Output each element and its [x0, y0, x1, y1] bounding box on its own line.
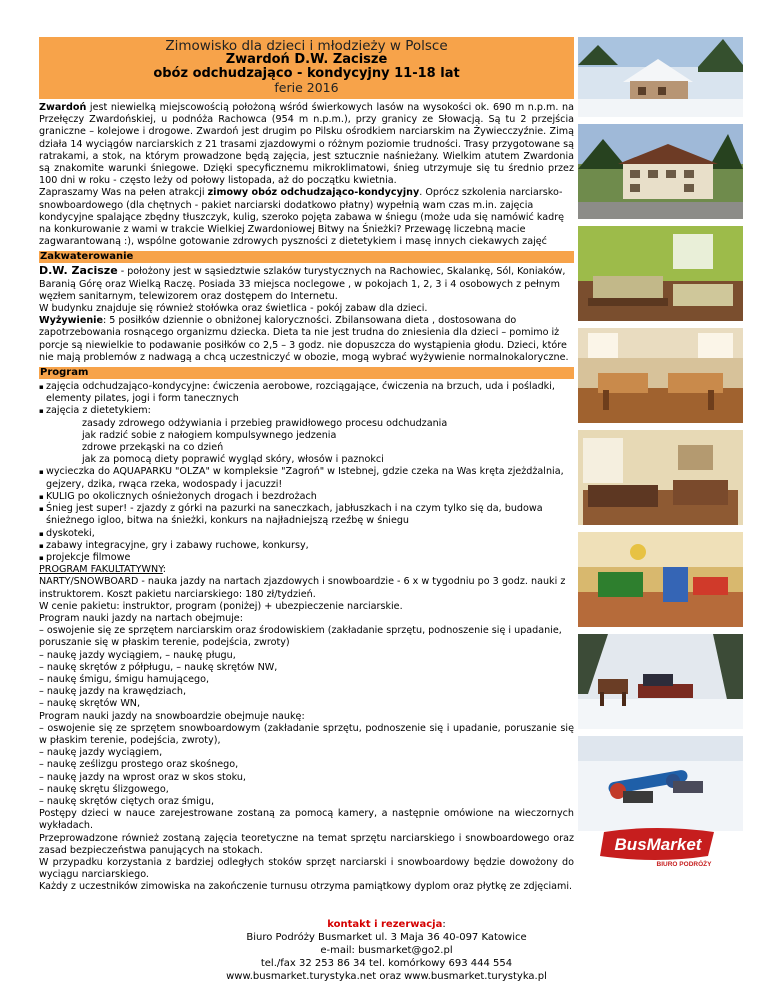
optional-line: Program nauki jazdy na nartach obejmuje: — [39, 612, 243, 624]
program-item: ▪ dyskoteki, — [39, 528, 574, 540]
contact-block — [39, 918, 734, 983]
optional-line: – naukę jazdy wyciągiem, – naukę pługu, — [39, 649, 236, 661]
contact-email: e-mail: busmarket@go2.pl — [320, 945, 453, 956]
snowboard-line: – naukę ześlizgu prostego oraz skośnego, — [39, 759, 239, 771]
photo-dining-room — [578, 328, 743, 423]
snowboard-line: – naukę skrętów ciętych oraz śmigu, — [39, 795, 215, 807]
main-content — [39, 102, 574, 894]
optional-label: PROGRAM FAKULTATYWNY — [39, 564, 163, 576]
intro-text2: Zapraszamy Was na pełen atrakcji — [39, 187, 208, 199]
program-subitem: jak za pomocą diety poprawić wygląd skóry, włosów i paznokci — [82, 454, 384, 466]
accommodation-text: - położony jest w sąsiedztwie szlaków turystycznych na Rachowiec, Skalankę, Sól, Koniaków, Baranią Górę oraz Wielką Raczę. Posiada 33 miejsca noclegowe , w pokojach 1, 2, 3 i 4 osobowych z pełnym węzłem sanitarnym, telewizorem oraz dostępem do Internetu. — [39, 266, 566, 302]
optional-line: NARTY/SNOWBOARD - nauka jazdy na nartach zjazdowych i snowboardzie - 6 x w tygodniu po 3 godz. nauki z instruktorem. Koszt pakietu narciarskiego: 180 zł/tydzień. — [39, 576, 566, 600]
photo-green-room — [578, 226, 743, 321]
busmarket-logo — [596, 826, 721, 868]
page-subtitle-place: Zwardoń D.W. Zacisze — [225, 52, 388, 67]
intro-text3: . Oprócz szkolenia narciarsko-snowboardowego (dla chętnych - pakiet narciarski dodatkowo płatny) wypełnią wam czas m.in. zajęcia kondycyjne spalające zbędny tłuszczyk, kulig, szeroko pojęta zabawa w śniegu (może uda się namówić kadrę na konkurowanie z wami w trakcie Wielkiej Zwardoniowej Bitwy na Śnieżki? Przewagę liczebną macie zagwarantowaną :), wspólne gotowanie zdrowych pyszności z dietetykiem i masę innych ciekawych zajęć — [39, 187, 565, 248]
closing-paragraph: Każdy z uczestników zimowiska na zakończenie turnusu otrzyma pamiątkowy dyplom oraz płytkę ze zdjęciami. — [39, 881, 573, 893]
intro-paragraph — [39, 102, 574, 187]
program-item: ▪ zajęcia z dietetykiem: — [39, 405, 574, 417]
page-subtitle-type: obóz odchudzająco - kondycyjny 11-18 lat — [153, 66, 460, 81]
photo-sleigh-ride — [578, 634, 743, 729]
photo-column — [578, 37, 743, 838]
page-date: ferie 2016 — [274, 80, 339, 95]
accommodation-paragraph — [39, 265, 574, 303]
closing-paragraph: W przypadku korzystania z bardziej odległych stoków sprzęt narciarski i snowboardowy będzie dowożony do wyciągu narciarskiego. — [39, 856, 574, 881]
intro-bold: Zwardoń — [39, 102, 87, 113]
optional-line: – oswojenie się ze sprzętem narciarskim oraz środowiskiem (zakładanie sprzętu, podnoszenie się i upadanie, poruszanie się w płaskim terenie, podejścia, zwroty) — [39, 625, 562, 649]
optional-line: – naukę śmigu, śmigu hamującego, — [39, 673, 210, 685]
snowboard-line: – oswojenie się ze sprzętem snowboardowym (zakładanie sprzętu, podnoszenie się i upadanie, poruszanie się w płaskim terenie, podejścia, zwroty), — [39, 722, 574, 746]
optional-line: W cenie pakietu: instruktor, program (poniżej) + ubezpieczenie narciarskie. — [39, 600, 403, 612]
intro-text: jest niewielką miejscowością położoną wśród świerkowych lasów na wysokości ok. 690 m n.p.m. na Przełęczy Zwardońskiej, u podnóża Rachowca (954 m n.p.m.), przy granicy ze Słowacją. Są tu 2 przejścia graniczne – kolejowe i drogowe. Zwardoń jest drugim po Pilsku ośrodkiem narciarskim na Żywiecczyźnie. Zimą działa 14 wyciągów narciarskich z 21 trasami zjazdowymi o różnym poziomie trudności. Trasy przygotowane są ratrakami, a stok, na którym prowadzone będą zajęcia, jest sztucznie naśnieżany. Wielkim atutem Zwardonia są znakomite warunki śniegowe. Dzięki specyficznemu mikroklimatowi, śnieg utrzymuje się tu średnio przez 100 dni w roku - często leży od połowy listopada, aż do początku kwietnia. — [39, 102, 574, 187]
page-title: Zimowisko dla dzieci i młodzieży w Polsce — [165, 38, 448, 54]
snowboard-line: – naukę jazdy wyciągiem, — [39, 747, 163, 759]
contact-websites: www.busmarket.turystyka.net oraz www.busmarket.turystyka.pl — [226, 971, 547, 982]
accommodation-name: D.W. Zacisze — [39, 264, 118, 278]
photo-guesthouse — [578, 124, 743, 219]
accommodation-paragraph-2: W budynku znajduje się również stołówka oraz świetlica - pokój zabaw dla dzieci. — [39, 303, 428, 315]
program-item: ▪ Śnieg jest super! - zjazdy z górki na pazurki na saneczkach, jabłuszkach i na czym tylko się da, budowa śnieżnego igloo, bitwa na śnieżki, konkurs na najładniejszą rzeźbę w śniegu — [39, 503, 574, 527]
svg-text:BusMarket: BusMarket — [614, 835, 702, 854]
snowboard-line: – naukę skrętu ślizgowego, — [39, 783, 169, 795]
food-label: Wyżywienie — [39, 315, 103, 327]
optional-line: – naukę skrętów z półpługu, – naukę skrętów NW, — [39, 661, 278, 673]
contact-heading — [39, 918, 734, 931]
section-heading-accommodation: Zakwaterowanie — [39, 251, 574, 263]
optional-line: – naukę skrętów WN, — [39, 698, 141, 710]
food-text: : 5 posiłków dziennie o obniżonej kaloryczności. Zbilansowana dieta , dostosowana do zapotrzebowania rosnącego organizmu dziecka. Dieta ta nie jest trudna do zniesienia dla dzieci – pomimo iż porcje są niewielkie to podawanie posiłków co 2,5 – 3 godz. nie dopuszcza do wystąpienia głodu. Dzieci, które nie mają problemów z nadwagą a chcą uczestniczyć w obozie, mogą wybrać wyżywienie normalnokaloryczne. — [39, 315, 569, 363]
svg-text:BIURO PODRÓŻY: BIURO PODRÓŻY — [656, 861, 712, 868]
closing-paragraph: Przeprowadzone również zostaną zajęcia teoretyczne na temat sprzętu narciarskiego i snowboardowego oraz zasad bezpieczeństwa panujących na stokach. — [39, 832, 574, 856]
photo-playroom — [578, 532, 743, 627]
photo-lounge — [578, 430, 743, 525]
contact-address: Biuro Podróży Busmarket ul. 3 Maja 36 40-097 Katowice — [246, 932, 527, 943]
optional-program-heading: PROGRAM FAKULTATYWNY: — [39, 564, 167, 576]
photo-snowboard-kids — [578, 736, 743, 831]
contact-phone: tel./fax 32 253 86 34 tel. komórkowy 693 444 554 — [260, 958, 513, 969]
contact-colon: : — [442, 919, 446, 930]
snowboard-line: – naukę jazdy na wprost oraz w skos stoku, — [39, 771, 246, 783]
closing-paragraph: Postępy dzieci w nauce zarejestrowane zostaną za pomocą kamery, a następnie omówione na wieczornych wykładach. — [39, 808, 574, 832]
section-heading-program: Program — [39, 367, 574, 379]
program-item: ▪ wycieczka do AQUAPARKU "OLZA" w kompleksie "Zagroń" w Istebnej, gdzie czeka na Was kręta zjeżdżalnia, gejzery, dzika, rwąca rzeka, wodospady i jacuzzi! — [39, 466, 574, 490]
program-subitem: zasady zdrowego odżywiania i przebieg prawidłowego procesu odchudzania — [82, 417, 448, 429]
program-item: ▪ zajęcia odchudzająco-kondycyjne: ćwiczenia aerobowe, rozciągające, ćwiczenia na brzuch, uda i pośladki, elementy pilates, jogi i form tanecznych — [39, 381, 574, 405]
food-paragraph — [39, 315, 574, 364]
program-item: ▪ projekcje filmowe — [39, 552, 574, 564]
program-item: ▪ zabawy integracyjne, gry i zabawy ruchowe, konkursy, — [39, 540, 574, 552]
optional-line: Program nauki jazdy na snowboardzie obejmuje naukę: — [39, 710, 305, 722]
program-subitem: jak radzić sobie z nałogiem kompulsywnego jedzenia — [82, 429, 337, 441]
title-banner — [39, 37, 574, 99]
program-item: ▪ KULIG po okolicznych ośnieżonych drogach i bezdrożach — [39, 491, 574, 503]
intro-paragraph-2 — [39, 187, 574, 248]
optional-line: – naukę jazdy na krawędziach, — [39, 686, 187, 698]
contact-label: kontakt i rezerwacja — [327, 919, 443, 930]
intro-bold2: zimowy obóz odchudzająco-kondycyjny — [207, 187, 420, 199]
program-subitem: zdrowe przekąski na co dzień — [82, 442, 224, 454]
photo-snowy-house — [578, 37, 743, 117]
